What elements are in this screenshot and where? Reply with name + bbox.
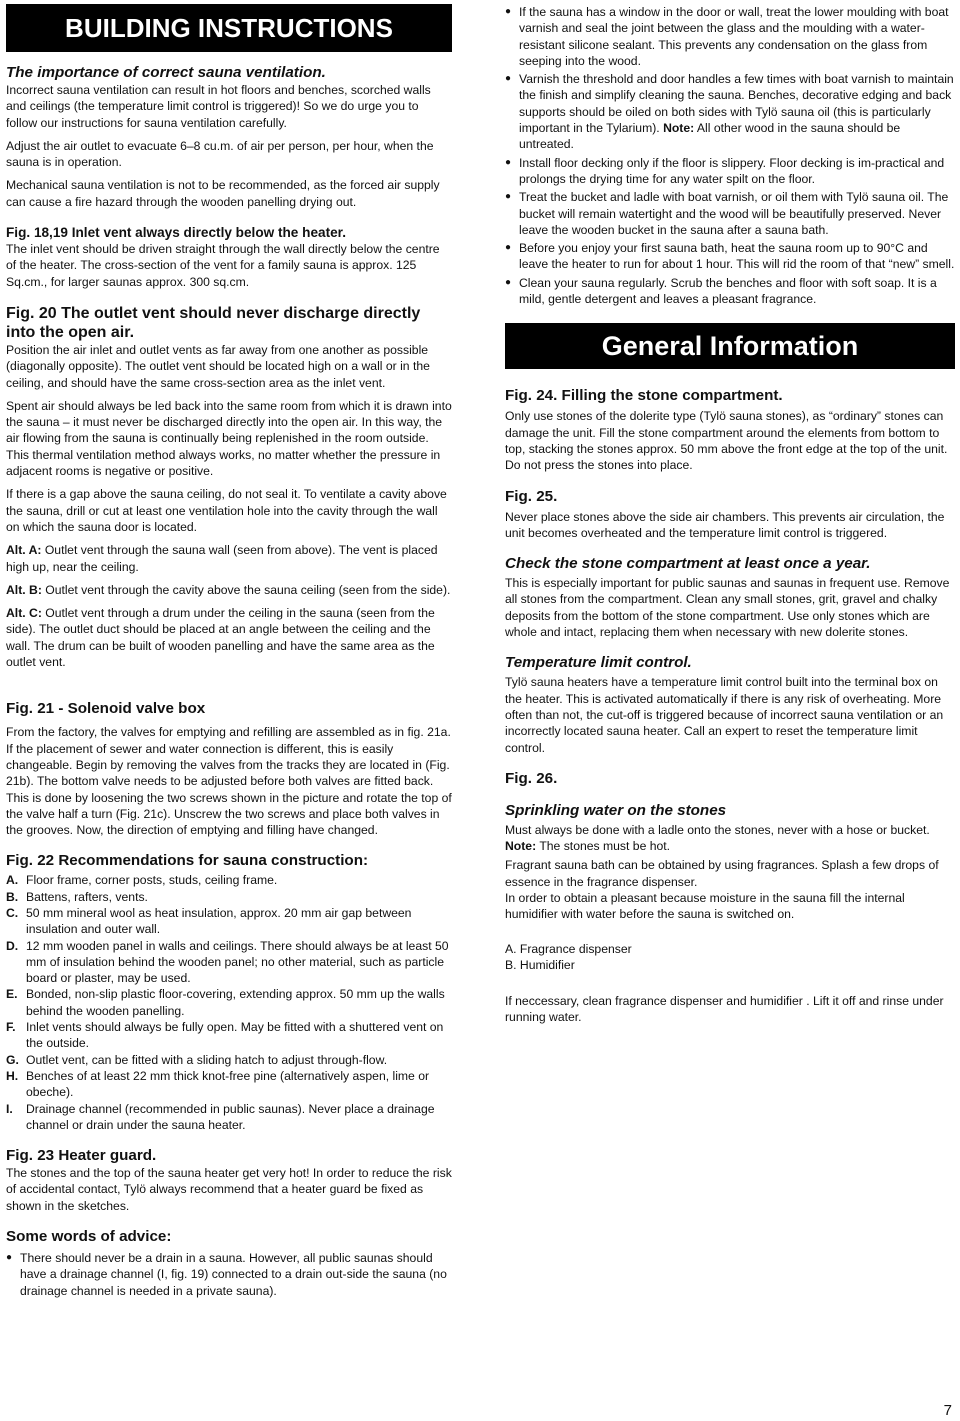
list-item: ● Treat the bucket and ladle with boat varnish, or oil them with Tylö sauna oil. The bucket will remain watertight and the wood will be beautifully preserved. Never leave the wooden bucket in the sauna after a sauna bath.	[505, 190, 949, 237]
fig-20-paragraph-1: Position the air inlet and outlet vents as far away from one another as possible (diagonally opposite). The outlet vent should be located high on a wall or in the ceiling, and should have the same cross-section area as the inlet vent.	[6, 342, 430, 390]
left-column	[6, 0, 452, 1301]
alt-c-text: Outlet vent through a drum under the ceiling in the sauna (seen from the side). The outlet duct should be placed at an angle between the ceiling and the wall. The drum can be built of wooden panelling and have the same area as the outlet vent.	[6, 606, 435, 670]
bullet-icon: ●	[505, 156, 512, 168]
fig-24-paragraph: Only use stones of the dolerite type (Tylö sauna stones), as “ordinary” stones can damage the unit. Fill the stone compartment around the elements from bottom to top, stacking the stones approx. 50 mm above the front edge at the top of the unit. Do not press the stones into place.	[505, 409, 948, 473]
legend-a: A. Fragrance dispenser	[505, 941, 632, 956]
fig-23-paragraph: The stones and the top of the sauna heater get very hot! In order to reduce the risk of accidental contact, Tylö always recommend that a heater guard be fixed as shown in the sketches.	[6, 1166, 452, 1213]
fig-20-paragraph-3: If there is a gap above the sauna ceiling, do not seal it. To ventilate a cavity above the sauna, drill or cut at least one ventilation hole into the cavity through the wall on which the sauna door is located.	[6, 487, 447, 534]
list-item: A. Floor frame, corner posts, studs, ceiling frame.	[6, 873, 278, 888]
ventilation-heading: The importance of correct sauna ventilation.	[6, 64, 326, 81]
check-paragraph: This is especially important for public saunas and saunas in frequent use. Remove all stones from the compartment. Clean any small stones, grit, gravel and chalky deposits from the bottom of the stone compartment. Use only stones which are whole and intact, replacing them when necessary with new dolerite stones.	[505, 576, 950, 640]
general-information-title: General Information	[505, 323, 955, 369]
bullet-icon: ●	[505, 191, 512, 203]
list-item: ● Install floor decking only if the floor is slippery. Floor decking is im-practical and prolongs the drying time for any water spilt on the floor.	[505, 155, 945, 186]
ventilation-paragraph-2: Adjust the air outlet to evacuate 6–8 cu.m. of air per person, per hour, when the sauna is in operation.	[6, 138, 434, 170]
sprinkling-paragraph-3: In order to obtain a pleasant because moisture in the sauna fill the internal humidifier with water before the sauna is switched on.	[505, 890, 905, 922]
sprinkling-paragraph-1: Must always be done with a ladle onto the stones, never with a hose or bucket. Note: The stones must be hot.	[505, 822, 930, 854]
bullet-icon: ●	[505, 73, 512, 85]
page-title: BUILDING INSTRUCTIONS	[6, 4, 452, 52]
alt-c-paragraph	[6, 605, 452, 670]
cleaning-paragraph: If neccessary, clean fragrance dispenser and humidifier . Lift it off and rinse under running water.	[505, 994, 944, 1025]
list-item: H. Benches of at least 22 mm thick knot-free pine (alternatively aspen, lime or obeche).	[6, 1068, 430, 1100]
check-heading: Check the stone compartment at least once a year.	[505, 555, 871, 573]
alt-b-paragraph	[6, 582, 452, 598]
list-item: ● There should never be a drain in a sauna. However, all public saunas should have a drainage channel (I, fig. 19) connected to a drain out-side the sauna (no drainage channel is needed in a private sauna).	[6, 1251, 447, 1298]
fig-18-19-paragraph: The inlet vent should be driven straight through the wall directly below the centre of the heater. The cross-section of the vent for a family sauna is approx. 125 Sq.cm., for larger saunas approx. 300 sq.cm.	[6, 242, 440, 289]
list-item: ● Varnish the threshold and door handles a few times with boat varnish to maintain the finish and simplify cleaning the sauna. Benches, decorative edging and back supports should be oiled on both sides with Tylö sauna oil (this is particularly important in the Tylarium). Note: All other wood in the sauna should be untreated.	[505, 72, 954, 152]
alt-a-label: Alt. A:	[6, 543, 42, 558]
sprinkling-paragraph-2: Fragrant sauna bath can be obtained by using fragrances. Splash a few drops of essence in the fragrance dispenser.	[505, 858, 939, 889]
bullet-icon: ●	[505, 6, 512, 17]
fig-25-heading: Fig. 25.	[505, 487, 558, 505]
list-item: C. 50 mm mineral wool as heat insulation, approx. 20 mm air gap between insulation and outer wall.	[6, 905, 412, 937]
fig-26-heading: Fig. 26.	[505, 769, 558, 787]
fig-22-heading: Fig. 22 Recommendations for sauna construction:	[6, 852, 369, 870]
fig-20-heading: Fig. 20 The outlet vent should never discharge directly into the open air.	[6, 304, 421, 341]
list-item: I. Drainage channel (recommended in public saunas). Never place a drainage channel or drain under the sauna heater.	[6, 1101, 435, 1132]
fig-21-paragraph: From the factory, the valves for emptying and refilling are assembled as in fig. 21a. If the placement of sewer and water connection is different, this is easily changeable. Begin by removing the valves from the tracks they are located in (Fig. 21b). The bottom valve needs to be adjusted before both valves are fitted back. This is done by loosening the two screws shown in the picture and rotate the top of the valve half a turn (Fig. 21c). Unscrew the two screws and place both valves in the grooves. Now, the direction of emptying and filling have changed.	[6, 725, 452, 838]
alt-a-paragraph	[6, 542, 452, 575]
list-item: ● Clean your sauna regularly. Scrub the benches and floor with soft soap. It is a mild, gentle detergent and leaves a pleasant fragrance.	[505, 275, 937, 307]
right-column	[505, 0, 955, 1026]
fig-21-heading: Fig. 21 - Solenoid valve box	[6, 700, 206, 718]
ventilation-paragraph-3: Mechanical sauna ventilation is not to be recommended, as the forced air supply can cause a fire hazard through the wooden panelling drying out.	[6, 178, 440, 209]
fig-25-paragraph: Never place stones above the side air chambers. This prevents air circulation, the unit becomes overheated and the temperature limit control is triggered.	[505, 509, 945, 540]
bullet-icon: ●	[6, 1252, 13, 1264]
fig-18-19-heading: Fig. 18,19 Inlet vent always directly below the heater.	[6, 225, 346, 241]
alt-b-text: Outlet vent through the cavity above the sauna ceiling (seen from the side).	[41, 582, 451, 597]
fig-20-paragraph-2: Spent air should always be led back into the same room from which it is drawn into the sauna – it must never be discharged directly into the open air. In this way, the air flowing from the sauna is continually being replenished in the room outside. This thermal ventilation method always works, no matter whether the pressure in adjacent rooms is negative or positive.	[6, 398, 452, 479]
sprinkling-note-label: Note:	[505, 839, 537, 854]
alt-a-text: Outlet vent through the sauna wall (seen from above). The vent is placed high up, near the ceiling.	[6, 543, 438, 574]
list-item: B. Battens, rafters, vents.	[6, 889, 148, 904]
fig-22-list	[6, 872, 452, 1133]
temperature-paragraph: Tylö sauna heaters have a temperature limit control built into the terminal box on the heater. This is activated automatically if there is any risk of overheating. More often than not, the cut-off is triggered because of incorrect sauna ventilation or an incorrectly located sauna heater. Call an expert to reset the temperature limit control.	[505, 675, 944, 755]
note-label: Note:	[663, 121, 695, 136]
legend-b: B. Humidifier	[505, 957, 575, 972]
list-item: D. 12 mm wooden panel in walls and ceilings. There should always be at least 50 mm of insulation behind the wooden panel; no other material, such as particle board or plaster, may be used.	[6, 938, 449, 986]
alt-b-label: Alt. B:	[6, 582, 42, 597]
sprinkling-heading: Sprinkling water on the stones	[505, 801, 727, 819]
advice-heading: Some words of advice:	[6, 1228, 172, 1246]
list-item: G. Outlet vent, can be fitted with a sliding hatch to adjust through-flow.	[6, 1052, 388, 1067]
advice-list	[6, 1250, 452, 1299]
page-number: 7	[943, 1402, 952, 1419]
list-item: ● If the sauna has a window in the door or wall, treat the lower moulding with boat varnish and seal the joint between the glass and the moulding with a water-resistant silicone sealant. This prevents any condensation on the glass from seeping into the wood.	[505, 5, 949, 68]
fig-23-heading: Fig. 23 Heater guard.	[6, 1147, 157, 1165]
advice-continued-list	[505, 4, 955, 307]
temperature-heading: Temperature limit control.	[505, 654, 692, 672]
bullet-icon: ●	[505, 276, 512, 288]
list-item: ● Before you enjoy your first sauna bath, heat the sauna room up to 90°C and leave the heater to run for about 1 hour. This will rid the room of that “new” smell.	[505, 241, 955, 272]
list-item: E. Bonded, non-slip plastic floor-covering, extending approx. 50 mm up the walls behind the wooden panelling.	[6, 987, 445, 1018]
bullet-icon: ●	[505, 242, 512, 254]
ventilation-paragraph-1: Incorrect sauna ventilation can result in hot floors and benches, scorched walls and ceilings (the temperature limit control is triggered)! So we do urge you to follow our instructions for sauna ventilation carefully.	[6, 83, 431, 130]
fig-24-heading: Fig. 24. Filling the stone compartment.	[505, 387, 783, 405]
alt-c-label: Alt. C:	[6, 606, 42, 621]
list-item: F. Inlet vents should always be fully open. May be fitted with a shuttered vent on the outside.	[6, 1020, 444, 1051]
